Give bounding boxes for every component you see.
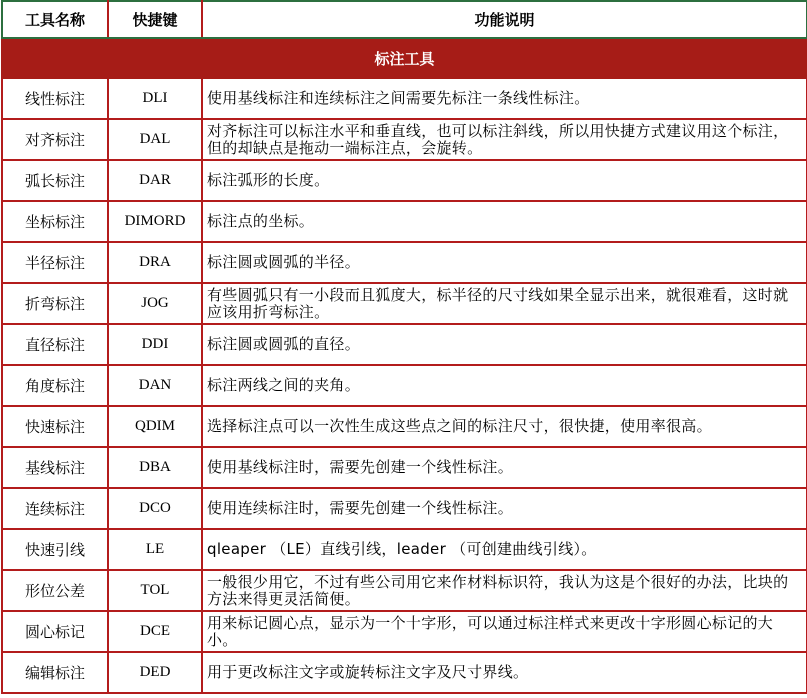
description-cell: 对齐标注可以标注水平和垂直线，也可以标注斜线，所以用快捷方式建议用这个标注，但的却缺点是拖动一端标注点，会旋转。 bbox=[202, 119, 807, 160]
shortcut-cell: TOL bbox=[108, 570, 202, 611]
header-description: 功能说明 bbox=[202, 1, 807, 38]
header-shortcut: 快捷键 bbox=[108, 1, 202, 38]
tool-name-cell: 半径标注 bbox=[2, 242, 108, 283]
shortcut-cell: DDI bbox=[108, 324, 202, 365]
description-cell: 标注圆或圆弧的半径。 bbox=[202, 242, 807, 283]
table-row bbox=[2, 652, 807, 693]
table-row bbox=[2, 201, 807, 242]
tool-name-cell: 弧长标注 bbox=[2, 160, 108, 201]
table-row bbox=[2, 324, 807, 365]
tool-name-cell: 直径标注 bbox=[2, 324, 108, 365]
table-row bbox=[2, 529, 807, 570]
table-row bbox=[2, 160, 807, 201]
table-row bbox=[2, 119, 807, 160]
shortcut-cell: DLI bbox=[108, 78, 202, 119]
table-row bbox=[2, 611, 807, 652]
shortcut-cell: DAR bbox=[108, 160, 202, 201]
description-cell: 标注圆或圆弧的直径。 bbox=[202, 324, 807, 365]
description-cell: 用于更改标注文字或旋转标注文字及尺寸界线。 bbox=[202, 652, 807, 693]
table-row bbox=[2, 283, 807, 324]
description-cell: 使用基线标注时，需要先创建一个线性标注。 bbox=[202, 447, 807, 488]
shortcut-cell: DED bbox=[108, 652, 202, 693]
shortcut-cell: DAL bbox=[108, 119, 202, 160]
description-cell: 一般很少用它，不过有些公司用它来作材料标识符，我认为这是个很好的办法，比块的方法来得更灵活简便。 bbox=[202, 570, 807, 611]
tool-name-cell: 形位公差 bbox=[2, 570, 108, 611]
description-cell: 选择标注点可以一次性生成这些点之间的标注尺寸，很快捷，使用率很高。 bbox=[202, 406, 807, 447]
tool-name-cell: 基线标注 bbox=[2, 447, 108, 488]
shortcut-cell: LE bbox=[108, 529, 202, 570]
tool-name-cell: 对齐标注 bbox=[2, 119, 108, 160]
tool-name-cell: 坐标标注 bbox=[2, 201, 108, 242]
table-row bbox=[2, 78, 807, 119]
table-row bbox=[2, 570, 807, 611]
table-row bbox=[2, 447, 807, 488]
description-cell: 标注两线之间的夹角。 bbox=[202, 365, 807, 406]
shortcut-cell: DIMORD bbox=[108, 201, 202, 242]
description-cell: 使用基线标注和连续标注之间需要先标注一条线性标注。 bbox=[202, 78, 807, 119]
table-row bbox=[2, 242, 807, 283]
shortcut-cell: JOG bbox=[108, 283, 202, 324]
shortcut-cell: DBA bbox=[108, 447, 202, 488]
shortcut-cell: DAN bbox=[108, 365, 202, 406]
shortcut-cell: DCO bbox=[108, 488, 202, 529]
shortcut-table bbox=[1, 0, 807, 694]
tool-name-cell: 折弯标注 bbox=[2, 283, 108, 324]
description-cell: 使用连续标注时，需要先创建一个线性标注。 bbox=[202, 488, 807, 529]
table-row bbox=[2, 488, 807, 529]
table-header-row bbox=[2, 1, 807, 38]
tool-name-cell: 编辑标注 bbox=[2, 652, 108, 693]
description-cell: 标注弧形的长度。 bbox=[202, 160, 807, 201]
tool-name-cell: 角度标注 bbox=[2, 365, 108, 406]
description-cell: 有些圆弧只有一小段而且狐度大，标半径的尺寸线如果全显示出来，就很难看，这时就应该用折弯标注。 bbox=[202, 283, 807, 324]
shortcut-cell: DRA bbox=[108, 242, 202, 283]
tool-name-cell: 连续标注 bbox=[2, 488, 108, 529]
header-tool-name: 工具名称 bbox=[2, 1, 108, 38]
table-row bbox=[2, 365, 807, 406]
table-row bbox=[2, 406, 807, 447]
description-cell: 用来标记圆心点，显示为一个十字形，可以通过标注样式来更改十字形圆心标记的大小。 bbox=[202, 611, 807, 652]
tool-name-cell: 圆心标记 bbox=[2, 611, 108, 652]
section-title: 标注工具 bbox=[2, 38, 807, 78]
tool-name-cell: 快速引线 bbox=[2, 529, 108, 570]
section-row bbox=[2, 38, 807, 78]
description-cell: 标注点的坐标。 bbox=[202, 201, 807, 242]
tool-name-cell: 快速标注 bbox=[2, 406, 108, 447]
shortcut-cell: QDIM bbox=[108, 406, 202, 447]
tool-name-cell: 线性标注 bbox=[2, 78, 108, 119]
shortcut-cell: DCE bbox=[108, 611, 202, 652]
description-cell: qleaper （LE）直线引线，leader （可创建曲线引线）。 bbox=[202, 529, 807, 570]
